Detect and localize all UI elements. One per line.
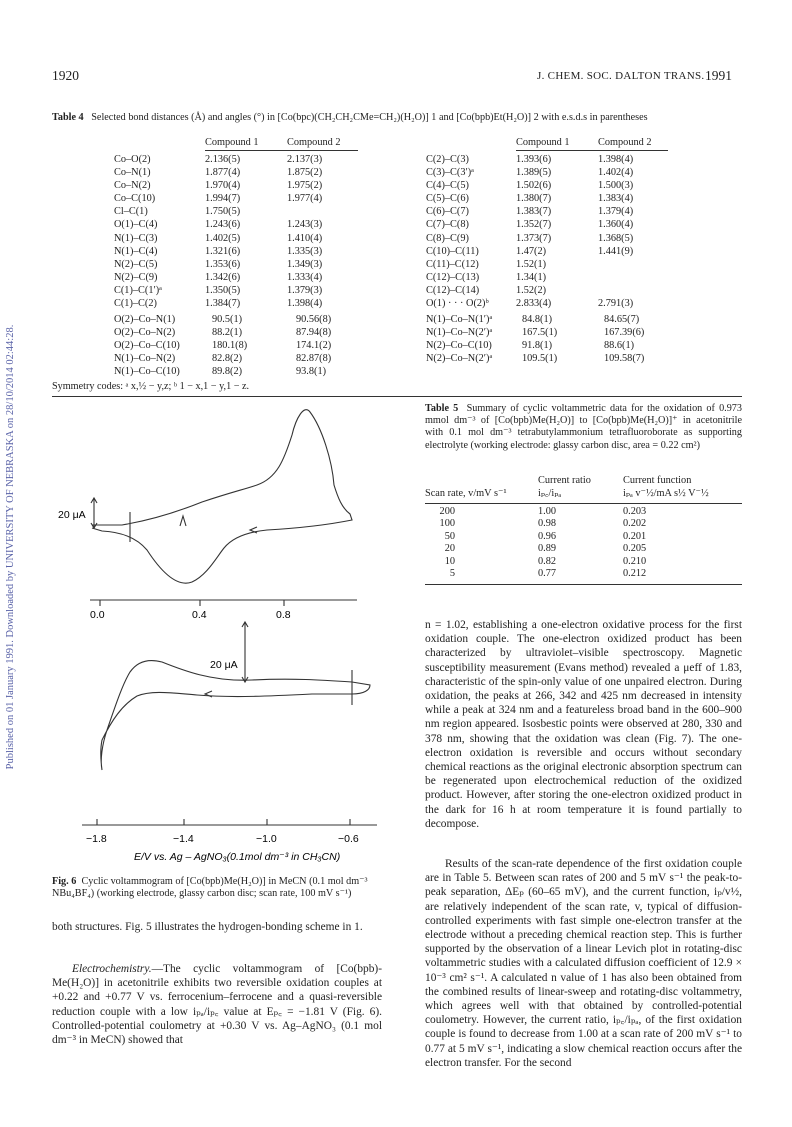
t5-cell: 0.201 [623, 530, 647, 542]
t5-bottom-rule [425, 584, 742, 585]
t5-cell: 0.98 [538, 518, 557, 530]
journal-year: 1991 [705, 68, 732, 83]
t4-cell: 88.2(1) [212, 327, 243, 339]
t5-h2b: iₚ꜀/iₚₐ [538, 488, 562, 499]
t4-cell: 1.380(7) [516, 193, 552, 205]
t4-cell: 82.8(2) [212, 353, 243, 365]
t4-cell: 1.243(6) [205, 219, 241, 231]
t5-cell: 0.203 [623, 506, 647, 517]
t5-cell: 100 [439, 518, 455, 530]
table4-label: Table 4 [52, 112, 84, 123]
t4-cell: O(1) · · · O(2)ᵇ [426, 298, 489, 310]
t4-cell: 82.87(8) [296, 353, 332, 365]
t4-cell: 1.393(6) [516, 154, 552, 165]
t4-cell: 1.52(2) [516, 284, 547, 296]
t4-cell: 91.8(1) [522, 340, 553, 352]
t4-cell: 1.875(2) [287, 167, 323, 179]
t4-cell: C(10)–C(11) [426, 245, 479, 257]
t4-left-bonds [114, 153, 162, 310]
cv-bottom-tick-label: −0.6 [338, 833, 359, 845]
t4-cell: C(12)–C(13) [426, 271, 480, 283]
t5-cell: 0.212 [623, 567, 647, 579]
t4-cell: 109.58(7) [604, 353, 645, 365]
t4-cell: 90.5(1) [212, 314, 243, 325]
t4-cell: C(7)–C(8) [426, 219, 469, 231]
table4-caption [52, 111, 752, 124]
t4-right-angles [426, 313, 492, 365]
t4-cell: 1.383(4) [598, 193, 634, 205]
cv-bottom-tick-label: −1.8 [86, 833, 107, 845]
t4-cell: Co–O(2) [114, 154, 151, 165]
t5-ratio-col [538, 506, 556, 580]
t4-cell: 89.8(2) [212, 366, 243, 378]
t5-h2a: Current ratio [538, 475, 591, 486]
t4-cell: N(1)–C(4) [114, 245, 158, 257]
left-paragraph-2-text: —The cyclic voltammogram of [Co(bpb)-Me(H₂O)] in acetonitrile exhibits two reversible oxidation couples at +0.22 and +0.77 V vs. ferrocenium–ferrocene and a quasi-reversible reduction couple with a low iₚₐ/iₚ꜀ value at Eₚ꜀ = −1.81 V (Fig. 6). Controlled-potential coulometry at +0.30 V vs. Ag–AgNO₃ (0.1 mol dm⁻³ in MeCN) showed that [52, 963, 382, 1047]
t4-cell: 109.5(1) [522, 353, 558, 365]
t4-cell: 1.368(5) [598, 232, 634, 244]
t5-cell: 0.89 [538, 543, 557, 555]
t4-cell: Co–N(2) [114, 180, 151, 192]
t4-cell: 1.335(3) [287, 245, 323, 257]
t4-cell: 1.877(4) [205, 167, 241, 179]
t4-cell: 2.137(3) [287, 154, 323, 165]
t5-h3b: iₚₐ v⁻½/mA s½ V⁻½ [623, 488, 709, 499]
t5-cell: 5 [449, 567, 455, 579]
left-paragraph-2 [52, 962, 382, 1047]
t4-cell: O(2)–Co–N(2) [114, 327, 176, 339]
t4-right-c2 [598, 153, 633, 310]
t5-cell: 20 [444, 543, 455, 555]
t5-scan-col [425, 506, 455, 580]
t4-cell: 1.502(6) [516, 180, 552, 192]
t4-cell [598, 258, 633, 271]
t4-header-rule-left [205, 150, 358, 151]
t4-left-angles [114, 313, 180, 378]
t4-bottom-rule [52, 396, 742, 397]
t4-cell: 1.975(2) [287, 180, 323, 192]
t4-left-c1 [205, 153, 240, 310]
t4-cell: N(1)–Co–C(10) [114, 366, 180, 378]
t4-cell: O(1)–C(4) [114, 219, 158, 231]
cv-bottom-tick-label: −1.0 [256, 833, 277, 845]
t4-cell: O(2)–Co–N(1) [114, 314, 176, 325]
t4-cell: 1.352(7) [516, 219, 552, 231]
t4-cell: C(5)–C(6) [426, 193, 469, 205]
t4-cell: 1.350(5) [205, 284, 241, 296]
t4-cell: Cl–C(1) [114, 206, 148, 218]
t4-header-c1-left: Compound 1 [205, 137, 259, 148]
t4-cell: O(2)–Co–C(10) [114, 340, 180, 352]
figure6-label: Fig. 6 [52, 876, 77, 887]
t4-cell: N(2)–C(5) [114, 258, 158, 270]
t4-header-c2-right: Compound 2 [598, 137, 652, 148]
t4-cell: 1.333(4) [287, 271, 323, 283]
t4-cell: 1.52(1) [516, 258, 547, 270]
t4-cell: C(1)–C(1′)ᵃ [114, 284, 162, 296]
t4-header-rule-right [516, 150, 668, 151]
t4-cell: C(3)–C(3′)ᵃ [426, 167, 474, 179]
t5-cell: 0.82 [538, 555, 557, 567]
t5-cell: 0.202 [623, 518, 647, 530]
t4-cell: C(12)–C(14) [426, 284, 480, 296]
t4-header-c2-left: Compound 2 [287, 137, 341, 148]
t4-cell: 1.353(6) [205, 258, 241, 270]
t4-left-ang-c2 [296, 313, 331, 378]
t4-cell: C(4)–C(5) [426, 180, 469, 192]
t4-right-ang-c1 [522, 313, 557, 365]
cv-bottom-scale-label: 20 μA [210, 659, 238, 671]
table5-caption [425, 403, 742, 452]
t4-cell: N(2)–Co–N(2′)ᵃ [426, 353, 493, 365]
download-notice: Published on 01 January 1991. Downloaded by UNIVERSITY OF NEBRASKA on 28/10/2014 02:44:28. [5, 324, 16, 770]
t4-cell: 1.994(7) [205, 193, 241, 205]
t4-cell: 1.34(1) [516, 271, 547, 283]
t4-footnote: Symmetry codes: ᵃ x,½ − y,z; ᵇ 1 − x,1 − y,1 − z. [52, 381, 250, 392]
cv-xlabel: E/V vs. Ag – AgNO₃(0.1mol dm⁻³ in CH₃CN) [134, 851, 341, 863]
t4-cell: 1.379(4) [598, 206, 634, 218]
t4-cell: 1.47(2) [516, 245, 547, 257]
t4-cell: 88.6(1) [604, 340, 635, 352]
t5-cell: 1.00 [538, 506, 557, 517]
t4-cell: 87.94(8) [296, 327, 332, 339]
t4-cell [287, 205, 322, 218]
t4-cell: 84.65(7) [604, 314, 640, 325]
t4-cell: 1.389(5) [516, 167, 552, 179]
t4-cell: 1.977(4) [287, 193, 323, 205]
left-paragraph-1: both structures. Fig. 5 illustrates the hydrogen-bonding scheme in 1. [52, 921, 363, 933]
t4-cell: 180.1(8) [212, 340, 248, 352]
t4-cell: 1.441(9) [598, 245, 634, 257]
t4-right-c1 [516, 153, 551, 310]
figure6-caption [52, 876, 382, 900]
t4-cell: 1.402(5) [205, 232, 241, 244]
t4-cell: 2.136(5) [205, 154, 241, 165]
t5-header-rule [425, 503, 742, 504]
t4-left-c2 [287, 153, 322, 310]
t4-cell: 1.398(4) [598, 154, 634, 165]
cv-top-trace [92, 410, 352, 583]
t4-cell: 1.383(7) [516, 206, 552, 218]
electrochemistry-heading: Electrochemistry. [72, 963, 152, 975]
cv-bottom-trace [101, 660, 370, 770]
t4-cell: 1.500(3) [598, 180, 634, 192]
table4-caption-text: Selected bond distances (Å) and angles (°) in [Co(bpc)(CH₂CH₂CMe=CH₂)(H₂O)] 1 and [Co(bpb)Et(H₂O)] 2 with e.s.d.s in parentheses [91, 112, 648, 123]
t5-h1: Scan rate, v/mV s⁻¹ [425, 488, 507, 499]
t4-left-ang-c1 [212, 313, 247, 378]
table5-caption-text: Summary of cyclic voltammetric data for the oxidation of 0.973 mmol dm⁻³ of [Co(bpb)Me(H₂O)] to [Co(bpb)Me(H₂O)]⁺ in acetonitrile with 0.1 mol dm⁻³ tetrabutylammonium tetrafluoroborate as supporting electrolyte (working electrode: glassy carbon disc, area = 0.22 cm²) [425, 403, 742, 451]
figure6-voltammogram [52, 400, 402, 880]
t4-cell: N(1)–Co–N(2) [114, 353, 176, 365]
t5-cell: 0.96 [538, 530, 557, 542]
t4-cell: N(1)–C(3) [114, 232, 158, 244]
t4-header-c1-right: Compound 1 [516, 137, 570, 148]
t4-cell: 174.1(2) [296, 340, 332, 352]
t4-cell: 1.342(6) [205, 271, 241, 283]
t4-cell: 84.8(1) [522, 314, 553, 325]
t5-func-col [623, 506, 646, 580]
right-paragraph-1: n = 1.02, establishing a one-electron oxidative process for the first oxidation couple. The one-electron oxidized product has been characterized by ultraviolet–visible spectroscopy. Magnetic susceptibility measurement (Evans method) revealed a μeff of 1.83, characteristic of the spin-only value of one unpaired electron. During oxidation, the peaks at 266, 342 and 425 nm decreased in intensity while a peak at 324 nm and a featureless broad band in the 600–900 nm region appeared. Isosbestic points were observed at 280, 330 and 378 nm, showing that the oxidation was clean (Fig. 7). The one-electron oxidation is reversible and occurs without secondary chemical reactions as the original electronic absorption spectrum can be regenerated upon electrochemical reduction of the oxidized product. However, after storing the one-electron oxidized product in the dark for 16 h at room temperature it is found partially to decompose. [425, 619, 742, 830]
t5-cell: 0.77 [538, 567, 557, 579]
cv-top-scale-label: 20 μA [58, 509, 86, 521]
t4-cell: C(1)–C(2) [114, 298, 157, 310]
t4-cell: 1.398(4) [287, 298, 323, 310]
t4-cell: 1.384(7) [205, 298, 241, 310]
t4-cell: C(2)–C(3) [426, 154, 469, 165]
t4-cell: 1.321(6) [205, 245, 241, 257]
t4-right-bonds [426, 153, 489, 310]
t4-cell: N(1)–Co–N(2′)ᵃ [426, 327, 493, 339]
t4-cell: N(1)–Co–N(1′)ᵃ [426, 314, 493, 325]
right-paragraph-2: Results of the scan-rate dependence of the first oxidation couple are in Table 5. Between scan rates of 200 and 5 mV s⁻¹ the peak-to-peak separation, ΔEₚ (60–65 mV), and the current function, iₚ/v½, are relatively independent of the scan rate, v, typical of diffusion-controlled experiments with fast simple one-electron transfer at the electrode without a preceding chemical reaction step. This is further supported by the observation of a linear Levich plot in rotating-disc voltammetric studies with a calculated diffusion coefficient of 12.9 × 10⁻³ cm² s⁻¹. A calculated n value of 1 has also been obtained from the combined results of linear-sweep and rotating-disc voltammetry, which agrees well with that obtained by controlled-potential coulometry. However, the current ratio, iₚ꜀/iₚₐ, of the first oxidation couple is found to decrease from 1.00 at a scan rate of 200 mV s⁻¹ to 0.77 at 5 mV s⁻¹, indicating a slow chemical reaction occurs after the electron transfer. For the second [425, 858, 742, 1069]
journal-name: J. CHEM. SOC. DALTON TRANS. [537, 70, 705, 82]
t4-cell: 1.379(3) [287, 284, 323, 296]
cv-top-tick-label: 0.8 [276, 609, 291, 621]
cv-top-arrow-up [180, 516, 186, 526]
t4-cell [598, 271, 633, 284]
t4-cell: N(2)–C(9) [114, 271, 158, 283]
t4-cell: Co–N(1) [114, 167, 151, 179]
t5-cell: 0.210 [623, 555, 647, 567]
t4-cell: 1.243(3) [287, 219, 323, 231]
t4-cell: 93.8(1) [296, 366, 327, 378]
t4-cell: 2.791(3) [598, 298, 634, 310]
cv-bottom-tick-label: −1.4 [173, 833, 194, 845]
t4-cell: 1.970(4) [205, 180, 241, 192]
t5-cell: 50 [444, 530, 455, 542]
t4-cell: Co–C(10) [114, 193, 156, 205]
table5-label: Table 5 [425, 403, 459, 414]
cv-top-tick-label: 0.0 [90, 609, 105, 621]
t4-cell: C(6)–C(7) [426, 206, 469, 218]
t4-cell: 90.56(8) [296, 314, 332, 325]
t4-cell: 167.39(6) [604, 327, 645, 339]
t4-cell: 1.373(7) [516, 232, 552, 244]
t4-cell: 167.5(1) [522, 327, 558, 339]
cv-top-tick-label: 0.4 [192, 609, 207, 621]
page-number: 1920 [52, 68, 79, 83]
t4-cell: 1.402(4) [598, 167, 634, 179]
t4-cell: 1.360(4) [598, 219, 634, 231]
t4-cell: 1.410(4) [287, 232, 323, 244]
t5-h3a: Current function [623, 475, 692, 486]
t5-cell: 10 [444, 555, 455, 567]
t4-cell [598, 284, 633, 297]
t5-cell: 0.205 [623, 543, 647, 555]
t4-cell: 1.750(5) [205, 206, 241, 218]
figure6-caption-text: Cyclic voltammogram of [Co(bpb)Me(H₂O)] in MeCN (0.1 mol dm⁻³ NBu₄BF₄) (working electrode, glassy carbon disc; scan rate, 100 mV s⁻¹) [52, 876, 368, 900]
t4-cell: C(8)–C(9) [426, 232, 469, 244]
t4-cell: 2.833(4) [516, 298, 552, 310]
t4-cell: N(2)–Co–C(10) [426, 340, 492, 352]
t5-cell: 200 [439, 506, 455, 517]
t4-right-ang-c2 [604, 313, 644, 365]
t4-cell: 1.349(3) [287, 258, 323, 270]
t4-cell: C(11)–C(12) [426, 258, 479, 270]
